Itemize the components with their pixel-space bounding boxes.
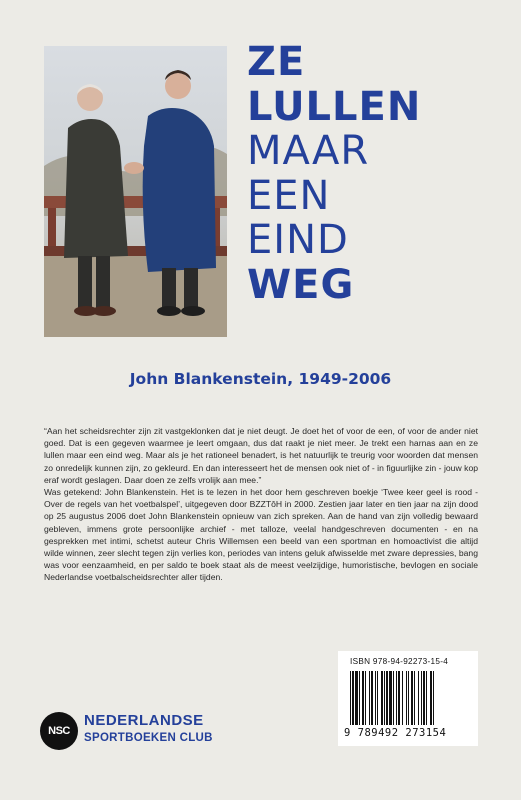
blurb-paragraph: “Aan het scheidsrechter zijn zit vastgeklonken dat je niet deugt. Je doet het of voor de een, of voor de ander niet goed. Dat is een gegeven waarmee je leert omgaan, dus dat raakt je niet meer. Je trekt een harnas aan en ze lullen maar een eind weg. Maar als je het rationeel benadert, is het natuurlijk te treurig voor woorden dat mensen zo onredelijk kunnen zijn, zo gekleurd. En dan interesseert het de mensen ook niet of - in figuurlijke zin - jouw kop eraf wordt geslagen. Daar doen ze zelfs vrolijk aan mee.” [44, 426, 478, 485]
blurb-paragraph: Was getekend: John Blankenstein. Het is te lezen in het door hem geschreven boekje ‘Twee keer geel is rood - Over de regels van het voetbalspel’, uitgegeven door BZZTôH in 2000. Zestien jaar later en tien jaar na zijn dood op 25 augustus 2006 doet John Blankenstein opnieuw van zich spreken. Aan de hand van zijn volledig bewaard gebleven, immens grote persoonlijke archief - met talloze, veelal handgeschreven documenten - en na gesprekken met intimi, schetst auteur Chris Willemsen een beeld van een sportman en homoactivist die altijd wilde winnen, zeer slecht tegen zijn verlies kon, periodes van intens geluk afwisselde met zware depressies, bang was voor eenzaamheid, en per saldo te boek staat als de meest veelzijdige, humoristische, bevlogen en sociale Nederlandse voetbalscheidsrechter aller tijden. [44, 487, 478, 583]
nsc-logo-icon: NSC [40, 712, 78, 750]
title-line: EEN [247, 172, 331, 219]
publisher-name-line2: SPORTBOEKEN CLUB [84, 732, 213, 744]
barcode-digits: 9 789492 273154 [344, 727, 447, 739]
handshake-photo-icon [44, 46, 227, 337]
title-line: WEG [247, 261, 355, 308]
barcode [338, 651, 478, 746]
isbn-label: ISBN 978-94-92273-15-4 [350, 657, 449, 666]
publisher-name [84, 712, 213, 744]
barcode-bars [350, 671, 468, 727]
book-title [247, 40, 507, 307]
book-subtitle: John Blankenstein, 1949-2006 [129, 370, 392, 388]
title-line: ZE [247, 39, 306, 85]
cover-photo [44, 46, 227, 337]
back-cover-blurb [44, 425, 478, 584]
title-line: LULLEN [247, 83, 422, 130]
publisher-logo [40, 710, 213, 754]
title-line: MAAR [247, 128, 370, 174]
title-line: EIND [247, 217, 349, 263]
publisher-name-line1: NEDERLANDSE [84, 712, 204, 729]
